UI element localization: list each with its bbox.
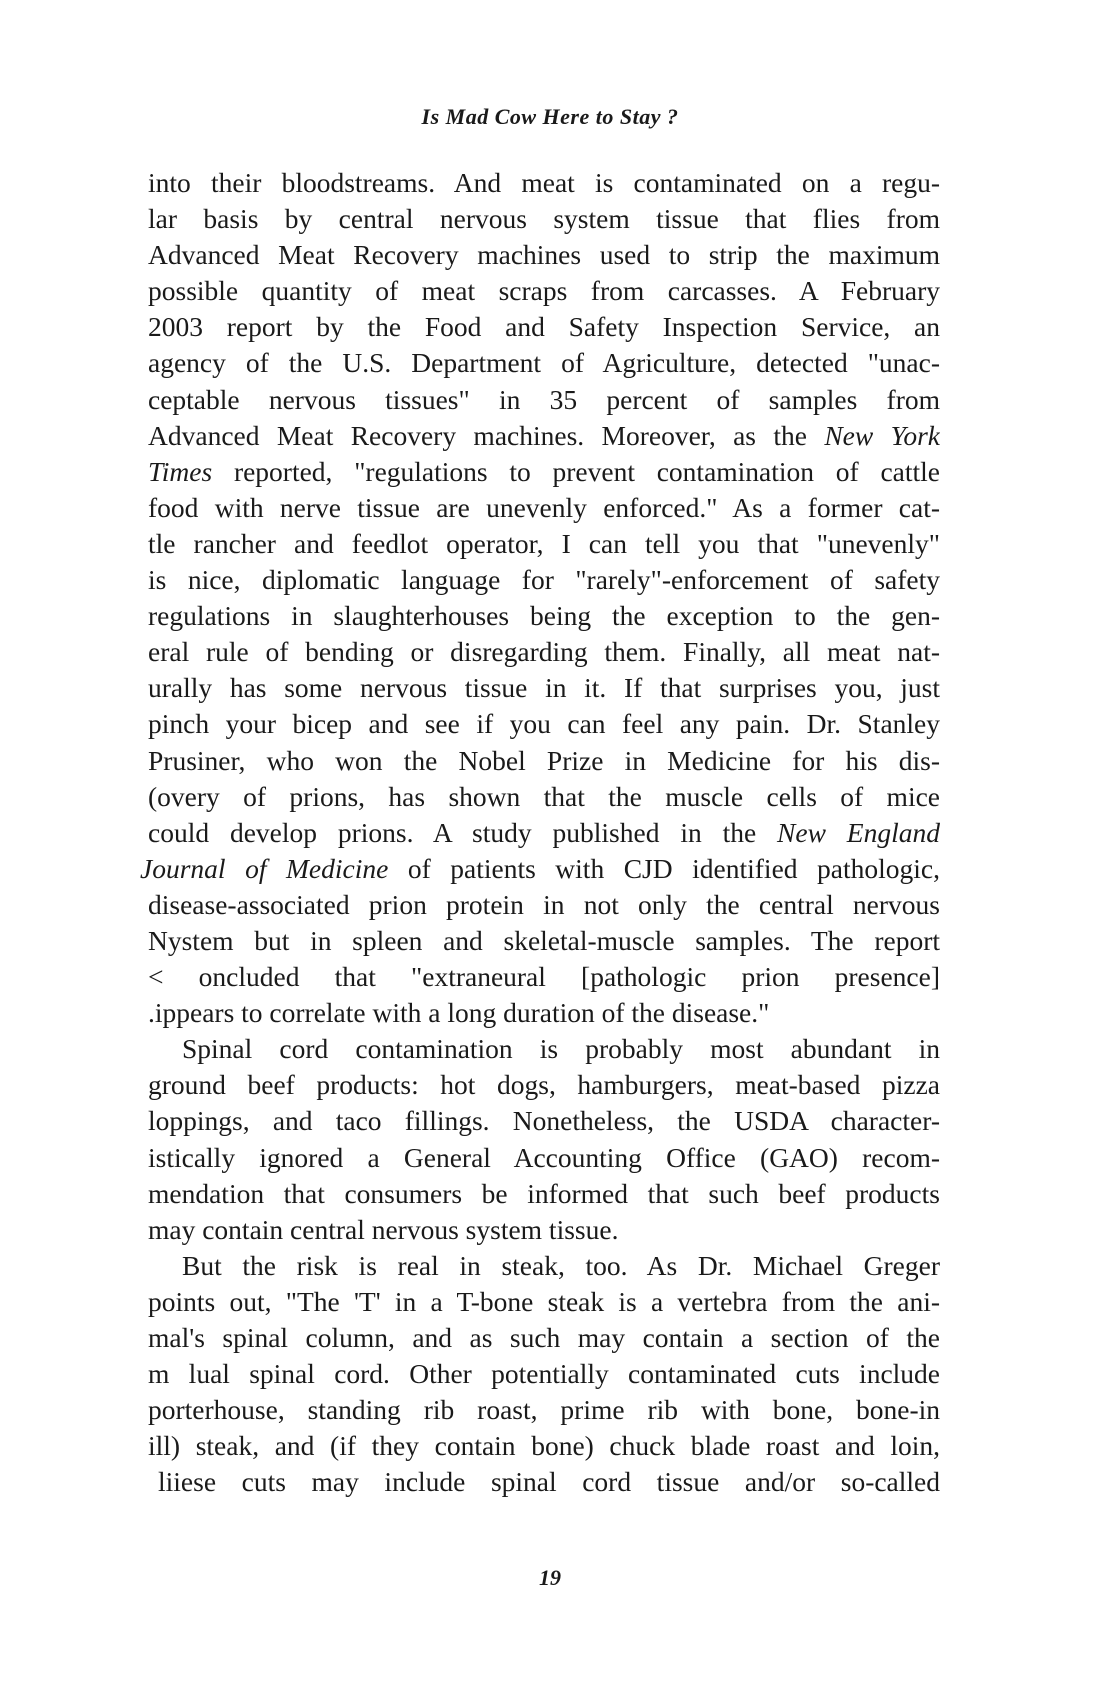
text-segment: regulations in slaughterhouses being the exception to the gen- bbox=[148, 600, 940, 632]
text-line bbox=[148, 1248, 940, 1284]
text-line bbox=[148, 1103, 940, 1139]
italic-title: Times bbox=[148, 455, 213, 487]
body-text bbox=[140, 165, 940, 1500]
text-segment: urally has some nervous tissue in it. If that surprises you, just bbox=[148, 672, 940, 704]
text-line bbox=[148, 815, 940, 851]
text-line bbox=[148, 634, 940, 670]
text-line bbox=[148, 490, 940, 526]
text-line bbox=[148, 345, 940, 381]
text-line bbox=[148, 1284, 940, 1320]
text-segment: could develop prions. A study published in the bbox=[148, 816, 778, 848]
text-segment: of patients with CJD identified pathologic, bbox=[388, 852, 940, 884]
text-line bbox=[148, 959, 940, 995]
text-segment: tle rancher and feedlot operator, I can tell you that "unevenly" bbox=[148, 527, 940, 559]
text-line bbox=[148, 670, 940, 706]
paragraph bbox=[148, 1031, 940, 1248]
text-segment: points out, "The 'T' in a T-bone steak is a vertebra from the ani- bbox=[148, 1285, 940, 1317]
text-segment: food with nerve tissue are unevenly enforced." As a former cat- bbox=[148, 491, 940, 523]
text-line bbox=[148, 165, 940, 201]
text-line bbox=[148, 1392, 940, 1428]
text-segment: < oncluded that "extraneural [pathologic prion presence] bbox=[148, 961, 940, 993]
text-line bbox=[148, 1320, 940, 1356]
text-segment: ceptable nervous tissues" in 35 percent of samples from bbox=[148, 383, 940, 415]
text-segment: pinch your bicep and see if you can feel any pain. Dr. Stanley bbox=[148, 708, 940, 740]
text-line bbox=[148, 743, 940, 779]
text-line bbox=[148, 201, 940, 237]
running-head: Is Mad Cow Here to Stay ? bbox=[421, 104, 679, 129]
text-line bbox=[148, 273, 940, 309]
text-segment: (overy of prions, has shown that the muscle cells of mice bbox=[148, 780, 940, 812]
text-segment: liiese cuts may include spinal cord tissue and/or so-called bbox=[158, 1466, 940, 1498]
text-segment: Prusiner, who won the Nobel Prize in Medicine for his dis- bbox=[148, 744, 940, 776]
text-segment: lar basis by central nervous system tissue that flies from bbox=[148, 203, 940, 235]
text-segment: Advanced Meat Recovery machines. Moreover, as the bbox=[148, 419, 825, 451]
text-line bbox=[148, 526, 940, 562]
text-segment: possible quantity of meat scraps from carcasses. A February bbox=[148, 275, 940, 307]
text-line bbox=[148, 562, 940, 598]
text-line bbox=[148, 1140, 940, 1176]
text-line bbox=[140, 851, 940, 887]
text-segment: may contain central nervous system tissue. bbox=[148, 1213, 619, 1245]
text-segment: .ippears to correlate with a long duration of the disease." bbox=[148, 997, 770, 1029]
paragraph bbox=[140, 165, 940, 1031]
text-line bbox=[148, 923, 940, 959]
text-segment: mal's spinal column, and as such may contain a section of the bbox=[148, 1322, 940, 1353]
text-segment: into their bloodstreams. And meat is contaminated on a regu- bbox=[148, 167, 940, 198]
text-line bbox=[148, 779, 940, 815]
text-segment: disease-associated prion protein in not only the central nervous bbox=[148, 888, 940, 920]
text-line bbox=[148, 237, 940, 273]
page-number: 19 bbox=[539, 1565, 561, 1590]
text-segment: istically ignored a General Accounting Office (GAO) recom- bbox=[148, 1141, 940, 1173]
italic-title: New England bbox=[777, 816, 940, 848]
text-line bbox=[148, 1356, 940, 1392]
text-segment: ill) steak, and (if they contain bone) chuck blade roast and loin, bbox=[148, 1430, 940, 1462]
text-segment: eral rule of bending or disregarding them. Finally, all meat nat- bbox=[148, 636, 940, 668]
text-line bbox=[148, 1176, 940, 1212]
text-line bbox=[148, 887, 940, 923]
text-line bbox=[148, 1212, 940, 1248]
text-segment: m lual spinal cord. Other potentially contaminated cuts include bbox=[148, 1358, 940, 1390]
text-line bbox=[148, 598, 940, 634]
text-segment: But the risk is real in steak, too. As Dr. Michael Greger bbox=[182, 1249, 940, 1281]
text-line bbox=[148, 1067, 940, 1103]
text-line bbox=[148, 706, 940, 742]
text-segment: Nystem but in spleen and skeletal-muscle samples. The report bbox=[148, 924, 940, 956]
text-segment: is nice, diplomatic language for "rarely"-enforcement of safety bbox=[148, 564, 940, 596]
text-segment: loppings, and taco fillings. Nonetheless, the USDA character- bbox=[148, 1105, 940, 1137]
text-line bbox=[148, 995, 940, 1031]
text-line bbox=[148, 1428, 940, 1464]
italic-title: Journal of Medicine bbox=[140, 852, 389, 884]
text-segment: mendation that consumers be informed that such beef products bbox=[148, 1177, 940, 1209]
text-segment: ground beef products: hot dogs, hamburgers, meat-based pizza bbox=[148, 1069, 940, 1101]
text-line bbox=[148, 418, 940, 454]
text-segment: agency of the U.S. Department of Agriculture, detected "unac- bbox=[148, 347, 940, 379]
italic-title: New York bbox=[824, 419, 940, 451]
text-segment: porterhouse, standing rib roast, prime rib with bone, bone-in bbox=[148, 1394, 940, 1426]
text-segment: reported, "regulations to prevent contamination of cattle bbox=[212, 455, 940, 487]
text-line bbox=[158, 1464, 940, 1500]
text-line bbox=[148, 309, 940, 345]
paragraph bbox=[148, 1248, 940, 1501]
text-segment: 2003 report by the Food and Safety Inspection Service, an bbox=[148, 311, 940, 343]
text-segment: Spinal cord contamination is probably most abundant in bbox=[182, 1033, 940, 1065]
text-line bbox=[148, 1031, 940, 1067]
text-line bbox=[148, 454, 940, 490]
text-line bbox=[148, 382, 940, 418]
text-segment: Advanced Meat Recovery machines used to strip the maximum bbox=[148, 239, 940, 271]
